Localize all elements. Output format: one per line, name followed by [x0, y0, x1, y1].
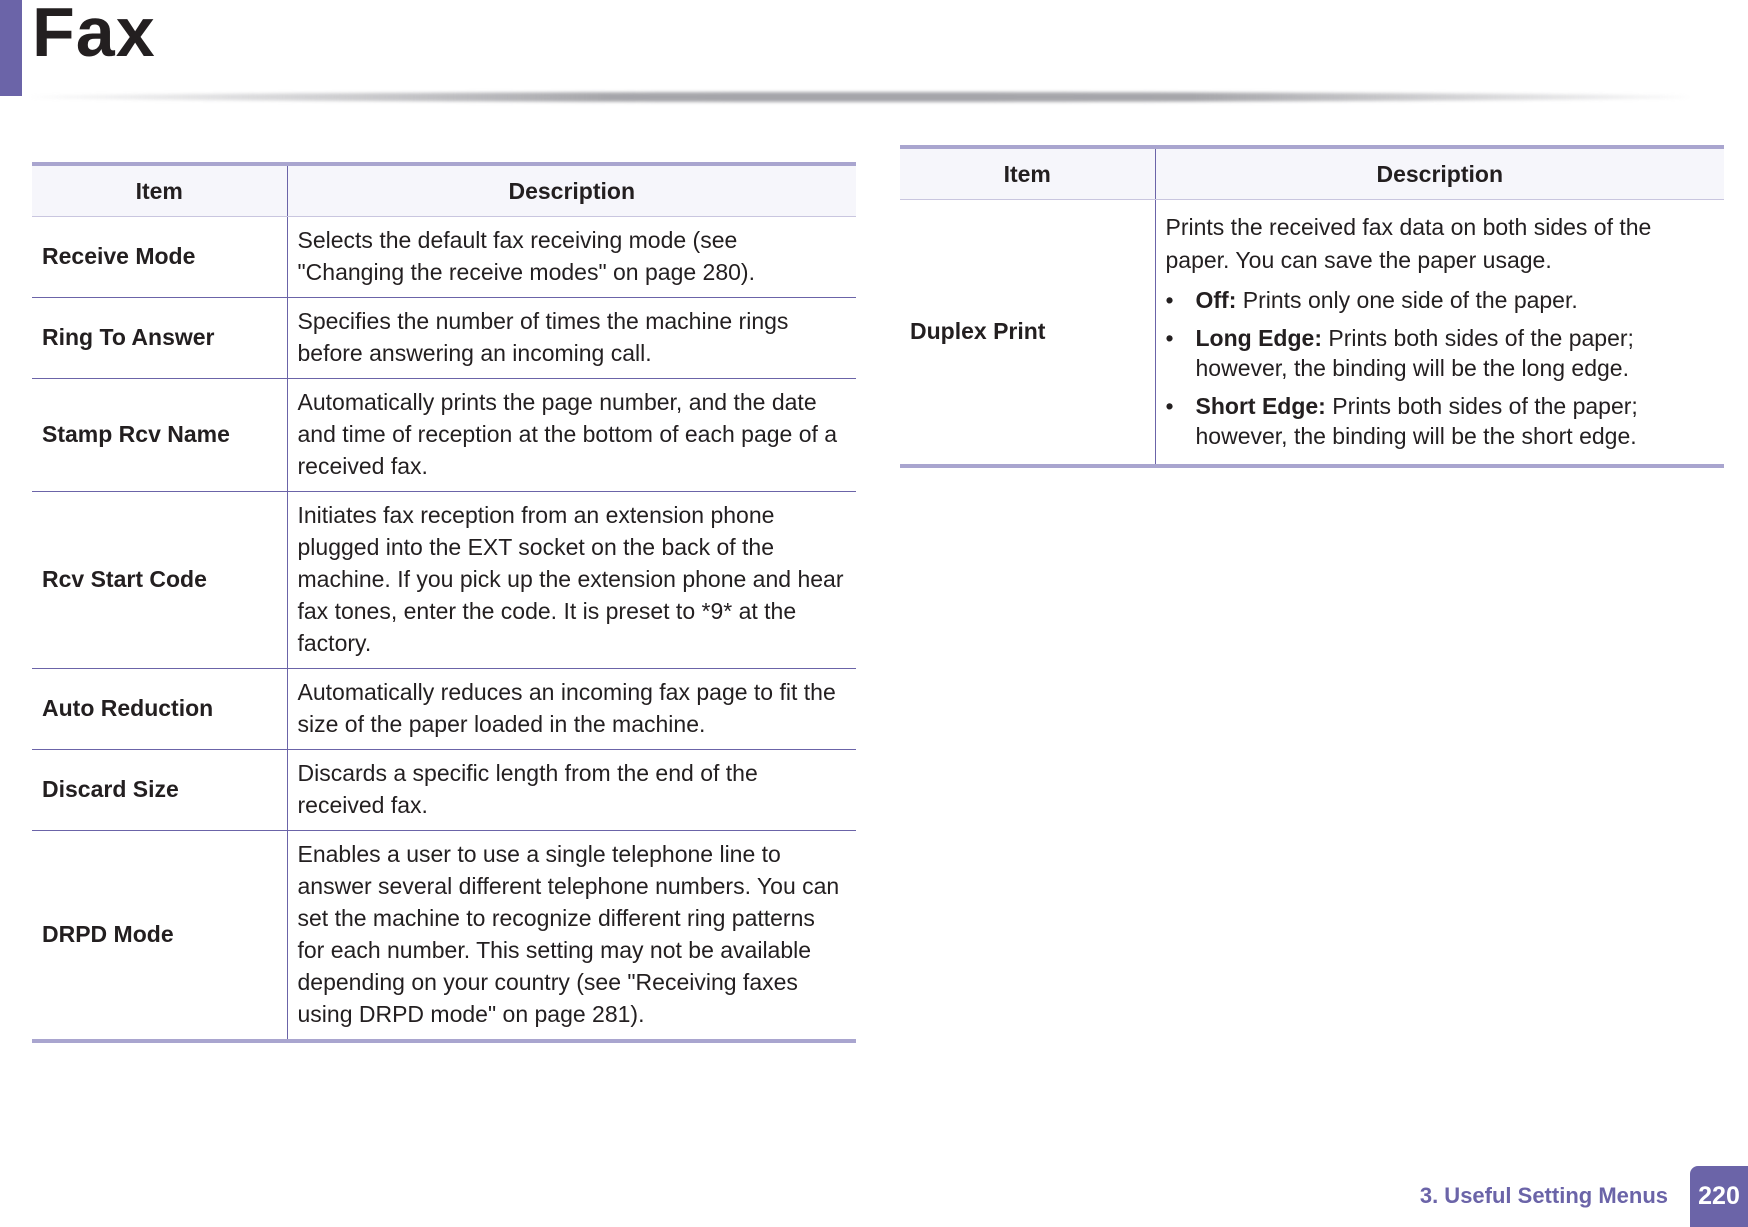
table-row — [32, 298, 856, 379]
option-text: Prints both sides of the paper; however, the binding will be the long edge. — [1195, 324, 1634, 381]
item-description: Automatically reduces an incoming fax page to fit the size of the paper loaded in the machine. — [287, 669, 856, 750]
table-header-row — [32, 164, 856, 217]
bullet-icon: • — [1165, 324, 1174, 351]
table-row — [32, 669, 856, 750]
title-accent-bar — [0, 0, 22, 96]
item-description: Initiates fax reception from an extension phone plugged into the EXT socket on the back of the machine. If you pick up the extension phone and hear fax tones, enter the code. It is preset to *9* at the factory. — [287, 492, 856, 669]
footer-chapter-label: 3. Useful Setting Menus — [1419, 1183, 1668, 1208]
option-label: Off: — [1195, 286, 1237, 313]
item-name: Ring To Answer — [32, 298, 287, 379]
item-description: Specifies the number of times the machine rings before answering an incoming call. — [287, 298, 856, 379]
item-name: Stamp Rcv Name — [32, 379, 287, 492]
item-name: Discard Size — [32, 750, 287, 831]
fax-settings-table-left — [32, 162, 856, 1043]
item-description — [1155, 200, 1724, 466]
column-header-description: Description — [1155, 147, 1724, 200]
column-header-item: Item — [32, 164, 287, 217]
item-name: DRPD Mode — [32, 831, 287, 1042]
table-row — [32, 831, 856, 1042]
fax-settings-table-right — [900, 145, 1724, 468]
table-row — [32, 492, 856, 669]
page-number-badge: 220 — [1690, 1166, 1748, 1227]
list-item — [1166, 285, 1713, 315]
table-header-row — [900, 147, 1724, 200]
item-description: Enables a user to use a single telephone line to answer several different telephone numbers. You can set the machine to recognize different ring patterns for each number. This setting may not be available depending on your country (see "Receiving faxes using DRPD mode" on page 281). — [287, 831, 856, 1042]
column-header-description: Description — [287, 164, 856, 217]
table-row — [32, 750, 856, 831]
duplex-options-list — [1166, 285, 1713, 451]
option-text: Prints only one side of the paper. — [1236, 286, 1578, 313]
page-title: Fax — [32, 0, 156, 71]
item-description: Automatically prints the page number, and the date and time of reception at the bottom of each page of a received fax. — [287, 379, 856, 492]
table-row — [32, 379, 856, 492]
table-row — [32, 217, 856, 298]
item-name: Receive Mode — [32, 217, 287, 298]
title-divider — [30, 92, 1690, 102]
option-label: Long Edge: — [1195, 324, 1322, 351]
bullet-icon: • — [1165, 286, 1174, 313]
item-description: Discards a specific length from the end of the received fax. — [287, 750, 856, 831]
item-name: Duplex Print — [900, 200, 1155, 466]
bullet-icon: • — [1165, 392, 1174, 419]
option-label: Short Edge: — [1195, 392, 1326, 419]
item-description: Selects the default fax receiving mode (see "Changing the receive modes" on page 280). — [287, 217, 856, 298]
duplex-intro-text: Prints the received fax data on both sides of the paper. You can save the paper usage. — [1165, 213, 1652, 273]
list-item — [1166, 323, 1713, 383]
column-header-item: Item — [900, 147, 1155, 200]
list-item — [1166, 391, 1713, 451]
item-name: Auto Reduction — [32, 669, 287, 750]
option-text: Prints both sides of the paper; however, the binding will be the short edge. — [1195, 392, 1638, 449]
table-row — [900, 200, 1724, 466]
item-name: Rcv Start Code — [32, 492, 287, 669]
